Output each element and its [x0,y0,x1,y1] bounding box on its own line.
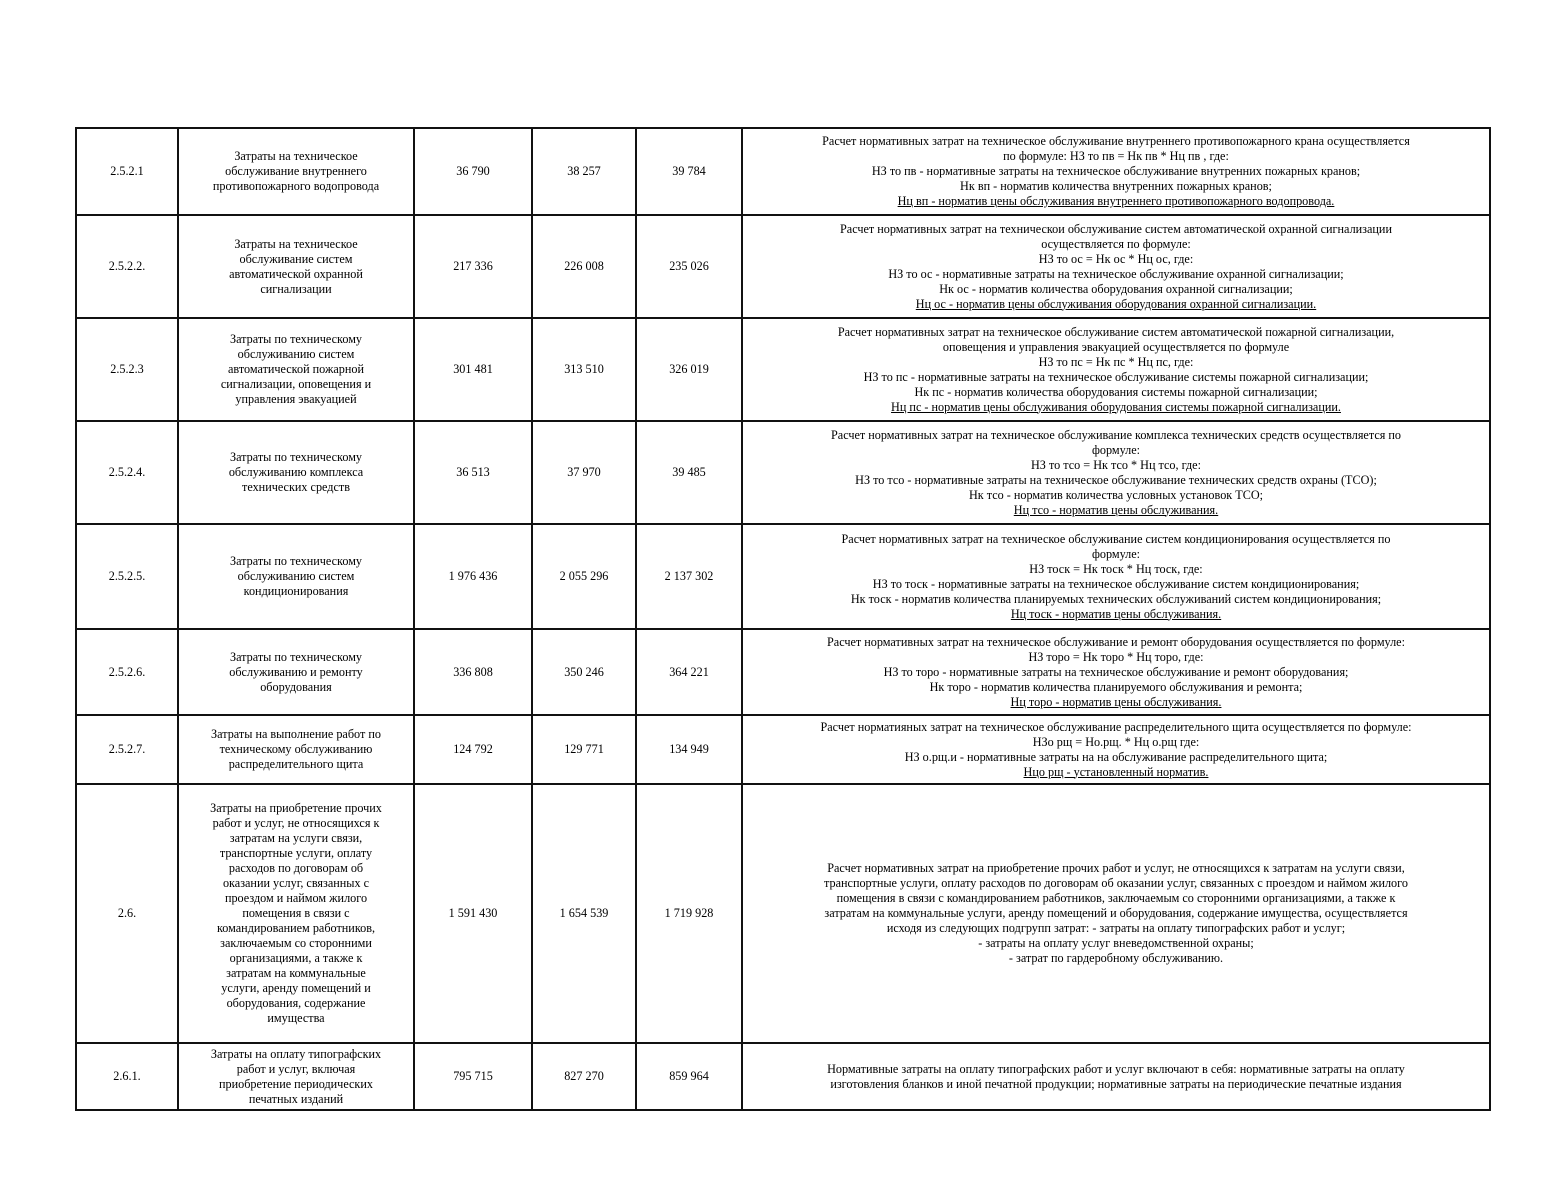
row-value-year2: 2 055 296 [532,524,636,629]
row-value-year2: 1 654 539 [532,784,636,1043]
row-description: Расчет норматияных затрат на техническое обслуживание распределительного щита осуществляется по формуле: НЗо рщ = Но.рщ. * Нц о.рщ где: НЗ о.рщ.и - нормативные затраты на на обслуживание распределительного щита; Нцо рщ - установленный норматив. [742,715,1490,784]
row-code: 2.5.2.7. [76,715,178,784]
table-row [76,318,1490,421]
table-row [76,128,1490,215]
row-value-year2: 350 246 [532,629,636,715]
row-value-year2: 129 771 [532,715,636,784]
row-code: 2.5.2.6. [76,629,178,715]
row-code: 2.5.2.1 [76,128,178,215]
row-value-year3: 134 949 [636,715,742,784]
row-description: Расчет нормативных затрат на техническое обслуживание систем кондиционирования осуществляется по формуле: НЗ тоск = Нк тоск * Нц тоск, где: НЗ то тоск - нормативные затраты на техническое обслуживание систем кондиционирования; Нк тоск - норматив количества планируемых технических обслуживаний систем кондиционирования; Нц тоск - норматив цены обслуживания. [742,524,1490,629]
row-code: 2.5.2.5. [76,524,178,629]
row-description: Расчет нормативных затрат на техническое обслуживание внутреннего противопожарного крана осуществляется по формуле: НЗ то пв = Нк пв * Нц пв , где: НЗ то пв - нормативные затраты на техническое обслуживание внутренних пожарных кранов; Нк вп - норматив количества внутренних пожарных кранов; Нц вп - норматив цены обслуживания внутреннего противопожарного водопровода. [742,128,1490,215]
row-value-year2: 37 970 [532,421,636,524]
row-value-year2: 226 008 [532,215,636,318]
row-code: 2.5.2.2. [76,215,178,318]
row-value-year1: 1 976 436 [414,524,532,629]
row-value-year2: 38 257 [532,128,636,215]
row-value-year1: 795 715 [414,1043,532,1110]
cost-norms-table-sheet [75,127,1489,1111]
table-row [76,715,1490,784]
row-code: 2.6. [76,784,178,1043]
row-value-year3: 326 019 [636,318,742,421]
row-description: Расчет нормативных затрат на техническое обслуживание систем автоматической пожарной сигнализации, оповещения и управления эвакуацией осуществляется по формуле НЗ то пс = Нк пс * Нц пс, где: НЗ то пс - нормативные затраты на техническое обслуживание системы пожарной сигнализации; Нк пс - норматив количества оборудования системы пожарной сигнализации; Нц пс - норматив цены обслуживания оборудования системы пожарной сигнализации. [742,318,1490,421]
row-value-year3: 859 964 [636,1043,742,1110]
row-value-year3: 1 719 928 [636,784,742,1043]
row-name: Затраты по техническому обслуживанию систем кондиционирования [178,524,414,629]
row-value-year1: 124 792 [414,715,532,784]
row-description: Расчет нормативных затрат на техническое обслуживание и ремонт оборудования осуществляется по формуле: НЗ торо = Нк торо * Нц торо, где: НЗ то торо - нормативные затраты на техническое обслуживание и ремонт оборудования; Нк торо - норматив количества планируемого обслуживания и ремонта; Нц торо - норматив цены обслуживания. [742,629,1490,715]
row-value-year3: 364 221 [636,629,742,715]
row-code: 2.5.2.4. [76,421,178,524]
row-value-year3: 235 026 [636,215,742,318]
row-value-year1: 36 513 [414,421,532,524]
row-name: Затраты по техническому обслуживанию комплекса технических средств [178,421,414,524]
row-value-year1: 336 808 [414,629,532,715]
table-row [76,1043,1490,1110]
row-description: Расчет нормативных затрат на приобретение прочих работ и услуг, не относящихся к затратам на услуги связи, транспортные услуги, оплату расходов по договорам об оказании услуг, связанных с проездом и наймом жилого помещения в связи с командированием работников, заключаемым со сторонними организациями, а также к затратам на коммунальные услуги, аренду помещений и оборудования, содержание имущества, осуществляется исходя из следующих подгрупп затрат: - затраты на оплату типографских работ и услуг; - затраты на оплату услуг вневедомственной охраны; - затрат по гардеробному обслуживанию. [742,784,1490,1043]
table-row [76,215,1490,318]
row-name: Затраты на выполнение работ по техническому обслуживанию распределительного щита [178,715,414,784]
row-value-year3: 2 137 302 [636,524,742,629]
row-value-year1: 217 336 [414,215,532,318]
row-description: Расчет нормативных затрат на техническое обслуживание комплекса технических средств осуществляется по формуле: НЗ то тсо = Нк тсо * Нц тсо, где: НЗ то тсо - нормативные затраты на техническое обслуживание технических средств охраны (ТСО); Нк тсо - норматив количества условных установок ТСО; Нц тсо - норматив цены обслуживания. [742,421,1490,524]
row-value-year1: 301 481 [414,318,532,421]
row-name: Затраты по техническому обслуживанию и ремонту оборудования [178,629,414,715]
row-description: Расчет нормативных затрат на техническои обслуживание систем автоматической охранной сигнализации осуществляется по формуле: НЗ то ос = Нк ос * Нц ос, где: НЗ то ос - нормативные затраты на техническое обслуживание охранной сигнализации; Нк ос - норматив количества оборудования охранной сигнализации; Нц ос - норматив цены обслуживания оборудования охранной сигнализации. [742,215,1490,318]
row-name: Затраты на оплату типографских работ и услуг, включая приобретение периодических печатных изданий [178,1043,414,1110]
row-code: 2.5.2.3 [76,318,178,421]
table-row [76,524,1490,629]
row-code: 2.6.1. [76,1043,178,1110]
row-name: Затраты на приобретение прочих работ и услуг, не относящихся к затратам на услуги связи, транспортные услуги, оплату расходов по договорам об оказании услуг, связанных с проездом и наймом жилого помещения в связи с командированием работников, заключаемым со сторонними организациями, а также к затратам на коммунальные услуги, аренду помещений и оборудования, содержание имущества [178,784,414,1043]
table-row [76,421,1490,524]
row-name: Затраты по техническому обслуживанию систем автоматической пожарной сигнализации, оповещения и управления эвакуацией [178,318,414,421]
row-value-year1: 1 591 430 [414,784,532,1043]
cost-norms-table [75,127,1491,1111]
row-value-year2: 827 270 [532,1043,636,1110]
row-value-year1: 36 790 [414,128,532,215]
table-row [76,784,1490,1043]
row-value-year3: 39 485 [636,421,742,524]
row-name: Затраты на техническое обслуживание систем автоматической охранной сигнализации [178,215,414,318]
row-name: Затраты на техническое обслуживание внутреннего противопожарного водопровода [178,128,414,215]
row-value-year3: 39 784 [636,128,742,215]
table-row [76,629,1490,715]
row-description: Нормативные затраты на оплату типографских работ и услуг включают в себя: нормативные затраты на оплату изготовления бланков и иной печатной продукции; нормативные затраты на периодические печатные издания [742,1043,1490,1110]
row-value-year2: 313 510 [532,318,636,421]
